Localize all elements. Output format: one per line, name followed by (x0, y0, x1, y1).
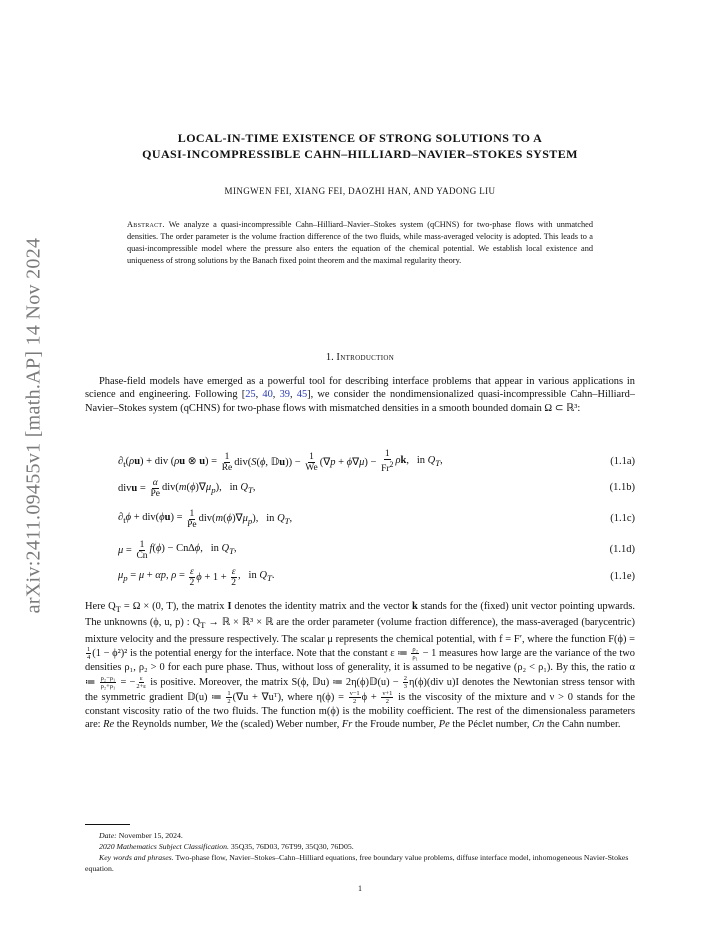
equation-1-1b (118, 477, 635, 499)
citation-link[interactable]: 40 (262, 389, 273, 401)
equation-number: (1.1a) (610, 456, 635, 467)
para2-text: the Cahn number. (544, 719, 621, 731)
equation-body: $\partial_t(\rho u)$ + div (ρu ⊗ u) = $\frac{1}{Re}$ div(S(ϕ, 𝔻u)) − $\frac{1}{We}$ (∇p + ϕ∇μ) − $\frac{1}{Fr^2}$ ρk, in $Q_T$, (118, 449, 443, 475)
section-number: 1. (325, 352, 334, 363)
arxiv-identifier-sidebar (18, 205, 50, 645)
equation-1-1e (118, 566, 635, 588)
abstract-text: We analyze a quasi-incompressible Cahn–Hilliard–Navier–Stokes system (qCHNS) for two-phase flows with unmatched densities. The order parameter is the volume fraction difference of the two fluids, while mass-averaged velocity is adopted. This leads to a quasi-incompressible model where the pressure also enters the equation of the chemical potential. We establish local existence and uniqueness of strong solutions by the Banach fixed point theorem and the maximal regularity theory. (127, 220, 593, 266)
intro-text-a: Phase-field models have emerged as a powerful tool for describing interface problems that appear in various applications in science and engineering. Following [ (85, 376, 635, 401)
notation-paragraph: Here $Q_T = \Omega \times (0$, T), the matrix I denotes the identity matrix and the vector k stands for the (fixed) unit vector pointing upwards. The unknowns (ϕ, u, p) : $Q_T$ → ℝ × ℝ³ × ℝ are the order parameter (volume fraction difference), the mass-averaged (barycentric) mixture velocity and the pressure respectively. The scalar μ represents the chemical potential, with f = F′, where the function F(ϕ) = $\frac{1}{4}$ (1 − ϕ²)² is the potential energy for the interface. Note that the constant ε ≔ $\frac{\text{ρ₂}}{\text{ρ₁}}$ − 1 measures how large are the variance of the two densities ρ₁, ρ₂ > 0 for each pure phase. Thus, without loss of generality, it is assumed to be negative (ρ₂ < ρ₁). By this, the ratio α ≔ $\frac{\text{ρ₂−ρ₁}}{\text{ρ₂+ρ₁}}$ = − $\frac{\varepsilon}{2+\varepsilon}$ is positive. Moreover, the matrix S(ϕ, 𝔻u) ≔ 2η(ϕ)𝔻(u) − $\frac{2}{3}$ η(ϕ)(div u)I denotes the Newtonian stress tensor with the symmetric gradient 𝔻(u) ≔ $\frac{1}{2}$ (∇u + ∇uᵀ), where η(ϕ) = $\frac{\nu-1}{2}$ ϕ + $\frac{\nu+1}{2}$ is the viscosity of the mixture and ν > 0 stands for the constant viscosity ratio of the two fluids. The function m(ϕ) is the mobility coefficient. The rest of the dimensionaless parameters are: Re the Reynolds number, We the (scaled) Weber number, Fr the Froude number, Pe the Péclet number, Cn the Cahn number. (85, 601, 636, 731)
para2-text: Here Q (85, 601, 116, 612)
page-number: 1 (358, 884, 362, 893)
citation-link[interactable]: 39 (279, 389, 290, 401)
equation-1-1c (118, 508, 635, 530)
abstract (127, 219, 593, 267)
footnote-text: November 15, 2024. (118, 831, 183, 840)
section-heading (85, 352, 635, 363)
abstract-label: Abstract. (127, 220, 165, 229)
para2-text: the Péclet number, (449, 719, 533, 731)
arxiv-identifier: arXiv:2411.09455v1 [math.AP] 14 Nov 2024 (22, 237, 45, 613)
para2-text: → ℝ × ℝ³ × ℝ are the order parameter (volume fraction difference), the mass-averaged (barycentric) mixture velocity and the pressure respectively. The scalar μ represents the chemical potential, with f = F′, where the function F(ϕ) = (85, 617, 636, 645)
footnote-label: Key words and phrases. (99, 853, 174, 862)
paper-title (85, 130, 635, 162)
footnotes (85, 830, 635, 874)
footnote-date (85, 830, 635, 841)
equation-body: $\mu_p = \mu + \alpha p$, ρ = $\frac{\varepsilon}{2}$ ϕ + 1 + $\frac{\varepsilon}{2}$ , in $Q_T$. (118, 566, 275, 588)
equation-number: (1.1d) (609, 544, 635, 555)
footnote-keywords (85, 852, 635, 874)
intro-paragraph: Phase-field models have emerged as a powerful tool for describing interface problems that appear in various applications in science and engineering. Following [25, 40, 39, 45], we consider the nondimensionalized quasi-incompressible Cahn–Hilliard–Navier–Stokes system (qCHNS) for two-phase flows with mismatched densities in a smooth bounded domain Ω ⊂ ℝ³: (85, 376, 635, 414)
equation-body: $\partial_t\phi + div(\phi u)$ = $\frac{1}{Pe}$ $div(m(\phi)\nabla\mu_p)$, in $Q_T$, (118, 508, 293, 530)
footnote-text: Two-phase flow, Navier–Stokes–Cahn–Hilliard equations, free boundary value problems, diffuse interface model, inhomogeneous Navier-Stokes equation. (85, 853, 629, 873)
equation-number: (1.1b) (609, 482, 635, 493)
footnote-label: Date: (99, 831, 117, 840)
equation-body: divu = $\frac{\alpha}{Pe}$ $div(m(\phi)\nabla\mu_p)$, in $Q_T$, (118, 477, 256, 499)
para2-text: the Froude number, (352, 719, 439, 731)
para2-text: (1 − ϕ²)² is the potential energy for the interface. Note that the constant ε ≔ (92, 648, 411, 660)
para2-text: − 1 measures how large are the variance of the two densities ρ₁, ρ₂ > 0 for each pure phase. Thus, without loss of generality, it is assumed to be negative (ρ₂ < ρ₁). By this, the ratio α ≔ (85, 648, 635, 688)
para2-text: the (scaled) Weber number, (222, 719, 342, 731)
para2-text: = Ω × (0, T), the matrix (120, 601, 228, 612)
footnote-text: 35Q35, 76D03, 76T99, 35Q30, 76D05. (230, 842, 354, 851)
equation-1-1a (118, 451, 635, 473)
footnote-rule (85, 824, 130, 825)
para2-text: is positive. Moreover, the matrix S(ϕ, 𝔻u) ≔ 2η(ϕ)𝔻(u) − (147, 676, 402, 688)
equation-number: (1.1c) (610, 513, 635, 524)
citation-link[interactable]: 45 (296, 389, 308, 401)
citation-link[interactable]: 25 (245, 389, 256, 401)
equation-number: (1.1e) (610, 571, 635, 582)
equation-body: μ = $\frac{1}{Cn}$ f(ϕ) − Cn∆ϕ, in $Q_T$, (118, 539, 237, 561)
para2-text: stands for the (fixed) unit vector pointing upwards. The unknowns (ϕ, u, p) : Q (85, 601, 636, 629)
author-list: MINGWEN FEI, XIANG FEI, DAOZHI HAN, AND YADONG LIU (224, 186, 496, 196)
para2-text: the Reynolds number, (114, 719, 211, 731)
para2-text: denotes the identity matrix and the vector (231, 601, 413, 612)
intro-text-b: ], we consider the nondimensionalized quasi-incompressible Cahn–Hilliard–Navier–Stokes system (qCHNS) for two-phase flows with mismatched densities in a smooth bounded domain Ω ⊂ ℝ³: (85, 389, 635, 414)
section-title: Introduction (336, 352, 395, 363)
title-line-2: QUASI-INCOMPRESSIBLE CAHN–HILLIARD–NAVIER–STOKES SYSTEM (142, 147, 578, 161)
footnote-label: 2020 Mathematics Subject Classification. (99, 842, 229, 851)
equation-1-1d (118, 539, 635, 561)
title-line-1: LOCAL-IN-TIME EXISTENCE OF STRONG SOLUTIONS TO A (177, 131, 543, 145)
para2-text: (∇u + ∇uᵀ), where η(ϕ) = (232, 691, 348, 703)
para2-text: is the viscosity of the mixture and ν > 0 stands for the constant viscosity ratio of the two fluids. The function m(ϕ) is the mobility coefficient. The rest of the dimensionaless parameters are: (85, 691, 635, 731)
footnote-msc (85, 841, 635, 852)
para2-text: = − (117, 676, 136, 688)
para2-text: ϕ + (361, 691, 381, 703)
para2-text: η(ϕ)(div u)I denotes the Newtonian stress tensor with the symmetric gradient 𝔻(u) ≔ (85, 676, 635, 703)
